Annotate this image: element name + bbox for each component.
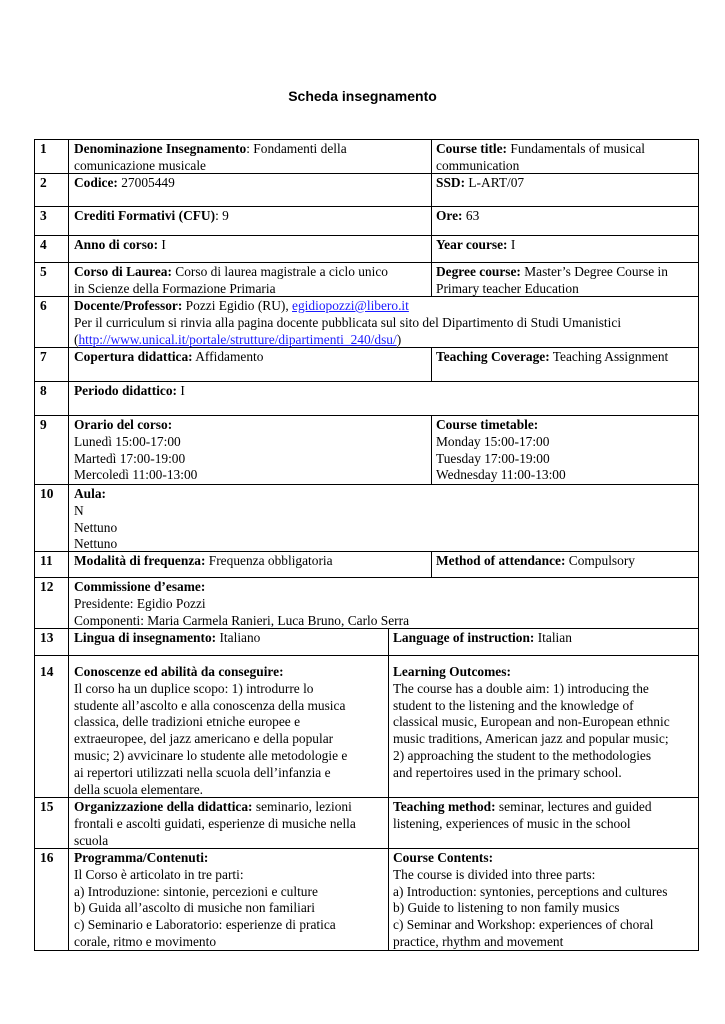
course-year-en: Year course: I (436, 237, 516, 252)
attendance-it: Modalità di frequenza: Frequenza obbligatoria (74, 553, 333, 568)
row-number: 9 (40, 417, 47, 432)
row-number: 7 (40, 349, 47, 364)
row-number: 13 (40, 630, 54, 645)
row-number: 3 (40, 208, 47, 223)
course-year-it: Anno di corso: I (74, 237, 166, 252)
language-it: Lingua di insegnamento: Italiano (74, 630, 261, 645)
page-title: Scheda insegnamento (288, 88, 437, 104)
row-number: 11 (40, 553, 53, 568)
learning-outcomes-en: Learning Outcomes: The course has a double aim: 1) introducing the student to the listening and the knowledge of classical music, European and non-European ethnic music traditions, American jazz and popular music; 2) approaching the student to the methodologies and repertoires used in the primary school. (393, 664, 670, 780)
professor-email-link[interactable]: egidiopozzi@libero.it (292, 298, 409, 313)
classroom: Aula: N Nettuno Nettuno (74, 486, 118, 552)
course-code: Codice: 27005449 (74, 175, 175, 190)
credits-cfu: Crediti Formativi (CFU): 9 (74, 208, 229, 223)
professor-info: Docente/Professor: Pozzi Egidio (RU), egidiopozzi@libero.it Per il curriculum si rinvia alla pagina docente pubblicata sul sito del Dipartimento di Studi Umanistici (http://www.unical.it/portale/strutture/dipartimenti_240/dsu/) (74, 298, 622, 347)
language-en: Language of instruction: Italian (393, 630, 572, 645)
timetable-it: Orario del corso: Lunedì 15:00-17:00 Martedì 17:00-19:00 Mercoledì 11:00-13:00 (74, 417, 198, 483)
row-number: 10 (40, 486, 54, 501)
timetable-en: Course timetable: Monday 15:00-17:00 Tuesday 17:00-19:00 Wednesday 11:00-13:00 (436, 417, 566, 483)
learning-outcomes-it: Conoscenze ed abilità da conseguire: Il corso ha un duplice scopo: 1) introdurre lo studente all’ascolto e alla conoscenza della musica classica, delle tradizioni etniche europee e extraeuropee, del jazz americano e della popular music; 2) avvicinare lo studente alle metodologie e ai repertori utilizzati nella scuola dell’infanzia e della scuola elementare. (74, 664, 348, 797)
course-name-it: Denominazione Insegnamento: Fondamenti della comunicazione musicale (74, 141, 347, 173)
course-title-en: Course title: Fundamentals of musical communication (436, 141, 646, 173)
row-number: 15 (40, 799, 54, 814)
row-number: 4 (40, 237, 47, 252)
degree-course-it: Corso di Laurea: Corso di laurea magistrale a ciclo unico in Scienze della Formazione Primaria (74, 264, 388, 296)
teaching-organization-it: Organizzazione della didattica: seminario, lezioni frontali e ascolti guidati, esperienze di musiche nella scuola (74, 799, 356, 848)
exam-committee: Commissione d’esame: Presidente: Egidio Pozzi Componenti: Maria Carmela Ranieri, Luca Bruno, Carlo Serra (74, 579, 410, 628)
row-number: 8 (40, 383, 47, 398)
degree-course-en: Degree course: Master’s Degree Course in Primary teacher Education (436, 264, 668, 296)
teaching-period: Periodo didattico: I (74, 383, 185, 398)
teaching-coverage-it: Copertura didattica: Affidamento (74, 349, 264, 364)
row-number: 5 (40, 264, 47, 279)
hours: Ore: 63 (436, 208, 480, 223)
row-number: 6 (40, 298, 47, 313)
department-url-link[interactable]: http://www.unical.it/portale/strutture/dipartimenti_240/dsu/ (78, 331, 397, 347)
row-number: 12 (40, 579, 54, 594)
row-number: 16 (40, 850, 54, 865)
teaching-coverage-en: Teaching Coverage: Teaching Assignment (436, 349, 669, 364)
course-contents-en: Course Contents: The course is divided into three parts: a) Introduction: syntonies, perceptions and cultures b) Guide to listening to non family musics c) Seminar and Workshop: experiences of choral practice, rhythm and movement (393, 850, 668, 949)
teaching-method-en: Teaching method: seminar, lectures and guided listening, experiences of music in the school (393, 799, 652, 831)
row-number: 2 (40, 175, 47, 190)
program-contents-it: Programma/Contenuti: Il Corso è articolato in tre parti: a) Introduzione: sintonie, percezioni e culture b) Guida all’ascolto di musiche non familiari c) Seminario e Laboratorio: esperienze di pratica corale, ritmo e movimento (74, 850, 336, 949)
attendance-en: Method of attendance: Compulsory (436, 553, 635, 568)
row-number: 14 (40, 664, 54, 679)
row-number: 1 (40, 141, 47, 156)
ssd: SSD: L-ART/07 (436, 175, 525, 190)
